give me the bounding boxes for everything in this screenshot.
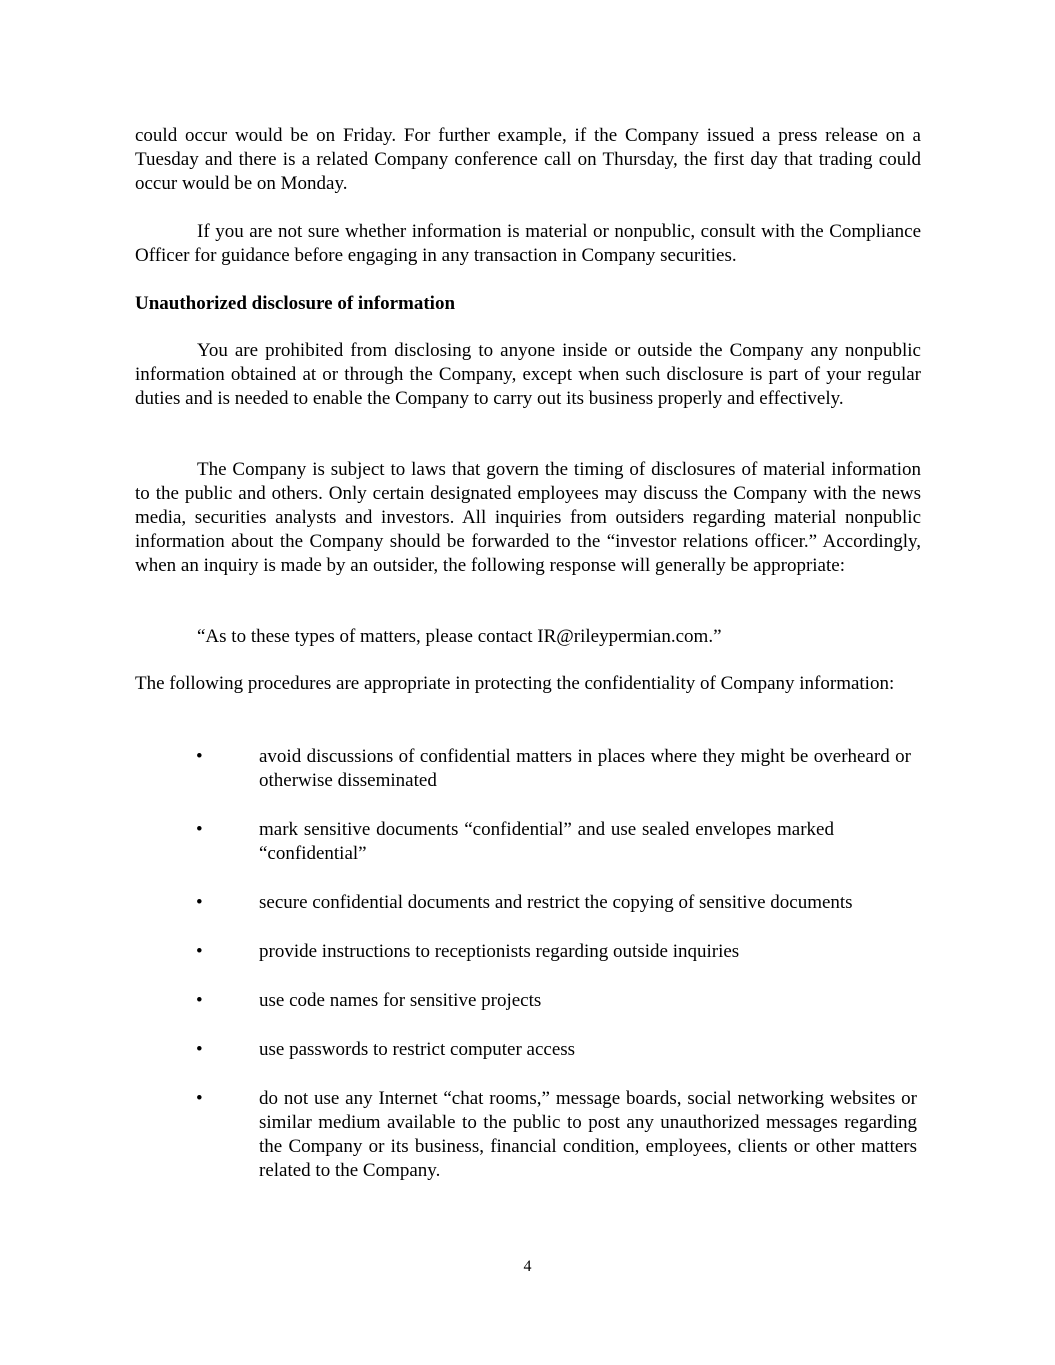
paragraph-compliance-consult: If you are not sure whether information is material or nonpublic, consult with the Compliance Officer for guidance before engaging in any transaction in Company securities.	[135, 221, 921, 266]
paragraph-procedures-intro: The following procedures are appropriate in protecting the confidentiality of Company information:	[135, 673, 895, 694]
page-number: 4	[523, 1258, 532, 1275]
list-item-text: mark sensitive documents “confidential” and use sealed envelopes marked “confidential”	[259, 819, 834, 864]
list-item-text: secure confidential documents and restrict the copying of sensitive documents	[259, 892, 853, 913]
section-heading: Unauthorized disclosure of information	[135, 293, 456, 314]
list-item-text: do not use any Internet “chat rooms,” message boards, social networking websites or similar medium available to the public to post any unauthorized messages regarding the Company or its business, financial condition, employees, clients or other matters related to the Company.	[259, 1088, 917, 1181]
bullet-icon: •	[196, 1039, 203, 1060]
list-item-text: avoid discussions of confidential matters in places where they might be overheard or otherwise disseminated	[259, 746, 911, 791]
list-item-text: use passwords to restrict computer access	[259, 1039, 576, 1060]
list-item-text: provide instructions to receptionists regarding outside inquiries	[259, 941, 740, 962]
paragraph-trading-timing: could occur would be on Friday. For further example, if the Company issued a press release on a Tuesday and there is a related Company conference call on Thursday, the first day that trading could occur would be on Monday.	[135, 125, 921, 194]
bullet-icon: •	[196, 892, 203, 913]
paragraph-disclosure-laws: The Company is subject to laws that govern the timing of disclosures of material information to the public and others. Only certain designated employees may discuss the Company with the news media, securities analysts and investors. All inquiries from outsiders regarding material nonpublic information about the Company should be forwarded to the “investor relations officer.” Accordingly, when an inquiry is made by an outsider, the following response will generally be appropriate:	[135, 459, 921, 576]
paragraph-prohibited-disclosure: You are prohibited from disclosing to anyone inside or outside the Company any nonpublic information obtained at or through the Company, except when such disclosure is part of your regular duties and is needed to enable the Company to carry out its business properly and effectively.	[135, 340, 921, 409]
bullet-icon: •	[196, 990, 203, 1011]
bullet-icon: •	[196, 819, 203, 840]
bullet-icon: •	[196, 746, 203, 767]
quoted-response: “As to these types of matters, please contact IR@rileypermian.com.”	[197, 626, 722, 647]
bullet-icon: •	[196, 1088, 203, 1109]
list-item-text: use code names for sensitive projects	[259, 990, 542, 1011]
bullet-icon: •	[196, 941, 203, 962]
